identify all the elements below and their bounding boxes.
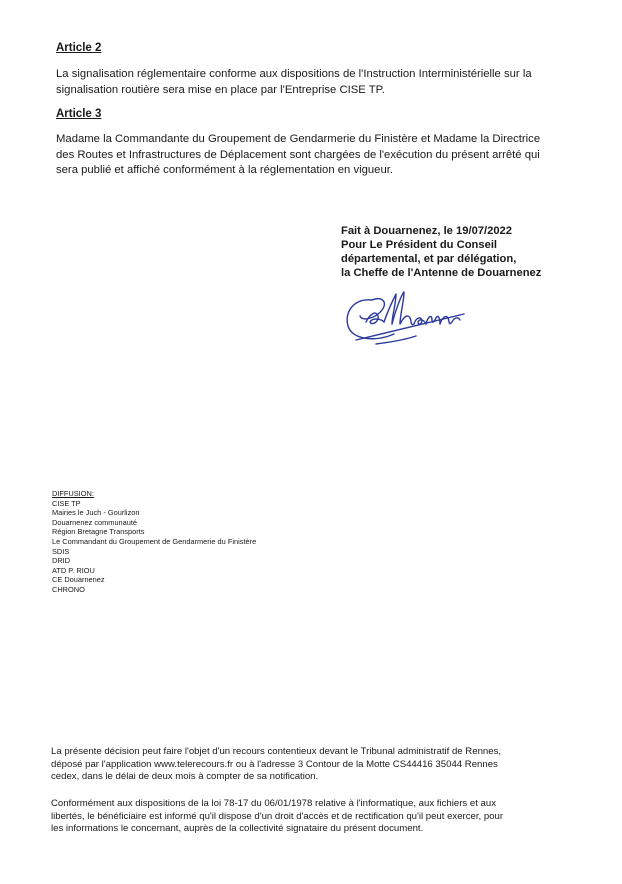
informatique-line-1: Conformément aux dispositions de la loi 78-17 du 06/01/1978 relative à l'informatique, aux fichiers et aux [51, 798, 496, 809]
recours-notice [51, 746, 571, 784]
diffusion-item: Région Bretagne Transports [52, 527, 145, 537]
article-2-line-2: signalisation routière sera mise en place par l'Entreprise CISE TP. [56, 83, 385, 96]
diffusion-item: CE Douarnenez [52, 575, 105, 585]
informatique-notice [51, 798, 571, 836]
article-3-line-2: des Routes et Infrastructures de Déplacement sont chargées de l'exécution du présent arrêté qui [56, 148, 540, 161]
informatique-line-2: libertés, le bénéficiaire est informé qu'il dispose d'un droit d'accès et de rectification qu'il peut exercer, pour [51, 810, 504, 822]
diffusion-item: ATD P. RIOU [52, 565, 95, 575]
recours-line-3: cedex, dans le délai de deux mois à compter de sa notification. [51, 771, 319, 782]
diffusion-list [52, 489, 256, 595]
diffusion-item: Mairies le Juch - Gourlizon [52, 508, 140, 518]
article-3-text [56, 132, 576, 179]
signature-line-3: départemental, et par délégation, [341, 253, 517, 265]
diffusion-item: CHRONO [52, 584, 85, 594]
diffusion-title: DIFFUSION: [52, 489, 94, 498]
signature-place-date: Fait à Douarnenez, le 19/07/2022 [341, 225, 513, 237]
diffusion-item: Douarnenez communauté [52, 517, 138, 527]
diffusion-item: CISE TP [52, 498, 81, 508]
recours-line-2: déposé par l'application www.telerecours.fr ou à l'adresse 3 Contour de la Motte CS44416 35044 Rennes [51, 758, 498, 770]
signature-block [341, 224, 591, 280]
handwritten-signature [342, 284, 474, 350]
signature-line-4: la Cheffe de l'Antenne de Douarnenez [341, 267, 542, 279]
article-3-line-3: sera publié et affiché conformément à la réglementation en vigueur. [56, 164, 394, 176]
informatique-line-3: les informations le concernant, auprès de la collectivité signataire du présent document. [51, 823, 424, 834]
diffusion-item: SDIS [52, 546, 70, 556]
article-2-line-1: La signalisation réglementaire conforme aux dispositions de l'Instruction Interministérielle sur la [56, 68, 532, 80]
article-3-heading: Article 3 [56, 108, 102, 120]
diffusion-item: DRID [52, 556, 71, 566]
article-2-heading: Article 2 [56, 42, 102, 54]
recours-line-1: La présente décision peut faire l'objet d'un recours contentieux devant le Tribunal administratif de Rennes, [51, 746, 502, 757]
article-3-line-1: Madame la Commandante du Groupement de Gendarmerie du Finistère et Madame la Directrice [56, 133, 541, 145]
article-2-text [56, 67, 576, 98]
diffusion-item: Le Commandant du Groupement de Gendarmerie du Finistère [52, 536, 257, 546]
signature-line-2: Pour Le Président du Conseil [341, 239, 498, 251]
